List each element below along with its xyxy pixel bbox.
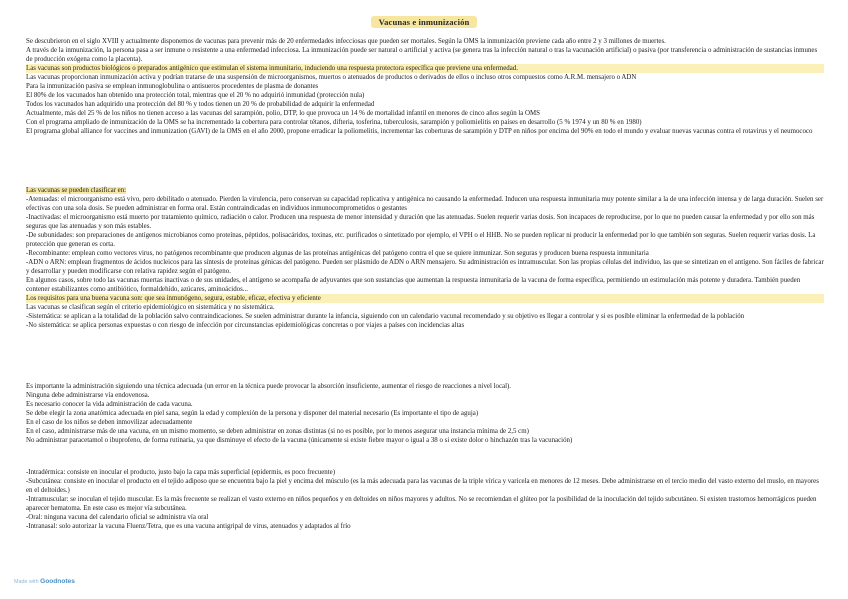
intro-line: Las vacunas proporcionan inmunización activa y podrían tratarse de una suspensión de microorganismos, muertos o atenuados de productos o derivados de ellos o incluso otros compuestos como A.R.M. mensajero o ADN — [26, 74, 637, 81]
route-line: -Intradérmica: consiste en inocular el producto, justo bajo la capa más superficial (epidermis, es poco frecuente) — [26, 469, 335, 476]
classification-heading: Las vacunas se pueden clasificar en: — [26, 187, 127, 194]
administration-section — [26, 382, 824, 445]
administration-line: No administrar paracetamol o ibuprofeno, de forma rutinaria, ya que disminuye el efecto de la vacuna (únicamente si existe fiebre mayor o igual a 38 o si existe dolor o hinchazón tras la vacunación) — [26, 437, 573, 444]
administration-line: Se debe elegir la zona anatómica adecuada en piel sana, según la edad y complexión de la persona y disponer del material necesario (Es importante el tipo de aguja) — [26, 410, 479, 417]
classification-line: En algunos casos, sobre todo las vacunas muertas inactivas o de sus unidades, el antígeno se acompaña de adyuvantes que son sustancias que aumentan la respuesta inmunitaria de la vacuna de forma específica, permitiendo un estimulación más potente y duradera. También pueden contener estabilizantes como antibiótico, formaldehído, azúcares, aminoácidos... — [26, 277, 801, 293]
classification-line: -Recombinante: emplean como vectores virus, no patógenos recombinante que producen algunas de las proteínas antigénicas del patógeno contra el que se quiere inmunizar. Son seguras y producen buena respuesta inmunitaria — [26, 250, 649, 257]
classification-line: -Sistemática: se aplican a la totalidad de la población salvo contraindicaciones. Se suelen administrar durante la infancia, siguiendo con un calendario vacunal recomendado y su objetivo es llegar a controlar y si es posible eliminar la enfermedad de la población — [26, 313, 745, 320]
goodnotes-watermark — [14, 578, 75, 585]
intro-line: Se descubrieron en el siglo XVIII y actualmente disponemos de vacunas para prevenir más de 20 enfermedades infecciosas que pueden ser mortales. Según la OMS la inmunización previene cada año entre 2 y 3 millones de muertes. — [26, 38, 666, 45]
intro-line: Actualmente, más del 25 % de los niños no tienen acceso a las vacunas del sarampión, polio, DTP, lo que provoca un 14 % de mortalidad infantil en menores de cinco años según la OMS — [26, 110, 540, 117]
classification-line: Las vacunas se clasifican según el criterio epidemiológico en sistemática y no sistemática. — [26, 304, 275, 311]
watermark-prefix: Made with — [14, 579, 39, 585]
intro-line: Todos los vacunados han adquirido una protección del 80 % y todos tienen un 20 % de probabilidad de adquirir la enfermedad — [26, 101, 375, 108]
watermark-brand: Goodnotes — [40, 578, 75, 585]
classification-line: -De subunidades: son preparaciones de antígenos microbianos como proteínas, péptidos, polisacáridos, toxinas, etc. purificados o sintetizado por ejemplo, el VPH o el HHB. No se pueden replicar ni producir la enfermedad por lo que también son seguras. Suelen requerir varias dosis. La protección que generan es corta. — [26, 232, 816, 248]
route-line: -Subcutánea: consiste en inocular el producto en el tejido adiposo que se encuentra bajo la piel y encima del músculo (es la más adecuada para las vacunas de la triple vírica y varicela en menores de 12 meses. Debe administrarse en el tercio medio del vasto externo del muslo, en mayores en el deltoides.) — [26, 478, 819, 494]
classification-line: Los requisitos para una buena vacuna son: que sea inmunógeno, segura, estable, eficaz, efectiva y eficiente — [26, 294, 824, 303]
administration-line: Es necesario conocer la vida administración de cada vacuna. — [26, 401, 193, 408]
classification-line: -Atenuadas: el microorganismo está vivo, pero debilitado o atenuado. Pierden la virulencia, pero conservan su capacidad replicativa y antigénica no causando la enfermedad. Inducen una respuesta inmunitaria muy potente similar a la de una infección intensa y de larga duración. Suelen ser efectivas con una sola dosis. Se pueden administrar en forma oral. Están contraindicadas en individuos inmunocomprometidos o gestantes — [26, 196, 824, 212]
intro-section — [26, 37, 824, 136]
administration-line: Es importante la administración siguiendo una técnica adecuada (un error en la técnica puede provocar la absorción insuficiente, aumentar el riesgo de reacciones a nivel local). — [26, 383, 512, 390]
page-title: Vacunas e inmunización — [371, 16, 478, 28]
administration-line: En el caso, administrarse más de una vacuna, en un mismo momento, se deben administrar en zonas distintas (si no es posible, por lo menos asegurar una instancia mínima de 2,5 cm) — [26, 428, 529, 435]
routes-section — [26, 468, 824, 531]
route-line: -Oral: ninguna vacuna del calendario oficial se administra vía oral — [26, 514, 209, 521]
intro-line: Con el programa ampliado de inmunización de la OMS se ha incrementado la cobertura para controlar tétanos, difteria, tosferina, tuberculosis, sarampión y poliomielitis en países en desarrollo (5 % 1974 y un 80 % en 1980) — [26, 119, 642, 126]
administration-line: En el caso de los niños se deben inmovilizar adecuadamente — [26, 419, 193, 426]
classification-line: -No sistemática: se aplica personas expuestas o con riesgo de infección por circunstancias epidemiológicas concretas o por viajes a países con incidencias altas — [26, 322, 465, 329]
route-line: -Intranasal: solo autorizar la vacuna Fluenz/Tetra, que es una vacuna antigripal de virus, atenuados y adaptados al frío — [26, 523, 351, 530]
route-line: -Intramuscular: se inoculan el tejido muscular. Es la más frecuente se realizan el vasto externo en niños pequeños y en deltoides en niños mayores y adultos. No se recomiendan el glúteo por la posibilidad de la inoculación del tejido subcutáneo. Si existen trastornos hemorrágicos pueden aparecer hematoma. En este caso es mejor vía subcutánea. — [26, 496, 817, 512]
intro-line: A través de la inmunización, la persona pasa a ser inmune o resistente a una enfermedad infecciosa. La inmunización puede ser natural o artificial y activa (se genera tras la infección natural o tras la vacunación artificial) o pasiva (por transferencia o administración de sustancias inmunes de producción exógena como la placenta). — [26, 47, 818, 63]
intro-line: El programa global alliance for vaccines and inmunization (GAVI) de la OMS en el año 2000, propone erradicar la poliomelitis, incrementar las coberturas de sarampión y DTP en niños por encima del 90% en todo el mundo y evaluar nuevas vacunas contra el rotavirus y el neumococo — [26, 128, 813, 135]
title-container — [0, 12, 848, 30]
intro-line: El 80% de los vacunados han obtenido una protección total, mientras que el 20 % no adquirió inmunidad (protección nula) — [26, 92, 365, 99]
classification-section — [26, 186, 824, 330]
classification-line: -ADN o ARN: emplean fragmentos de ácidos nucleicos para las síntesis de proteínas génicas del patógeno. Pueden ser plásmido de ADN o ARN mensajero. Su administración es intramuscular. Son las propias células del individuo, las que se sintetizan en el antígeno. Son fáciles de fabricar y desarrollar y pueden modificarse con relativa rapidez según el patógeno. — [26, 259, 824, 275]
intro-line: Las vacunas son productos biológicos o preparados antigénico que estimulan el sistema inmunitario, induciendo una respuesta protectora específica que previene una enfermedad. — [26, 64, 824, 73]
classification-line: -Inactivadas: el microorganismo está muerto por tratamiento químico, radiación o calor. Producen una respuesta de menor intensidad y duración que las atenuadas. Suelen requerir varias dosis. Son incapaces de reproducirse, por lo que no pueden causar la enfermedad y por ello son más seguras que las atenuadas y son más estables. — [26, 214, 815, 230]
intro-line: Para la inmunización pasiva se emplean inmunoglobulina o antisueros procedentes de plasma de donantes — [26, 83, 319, 90]
administration-line: Ninguna debe administrarse vía endovenosa. — [26, 392, 150, 399]
